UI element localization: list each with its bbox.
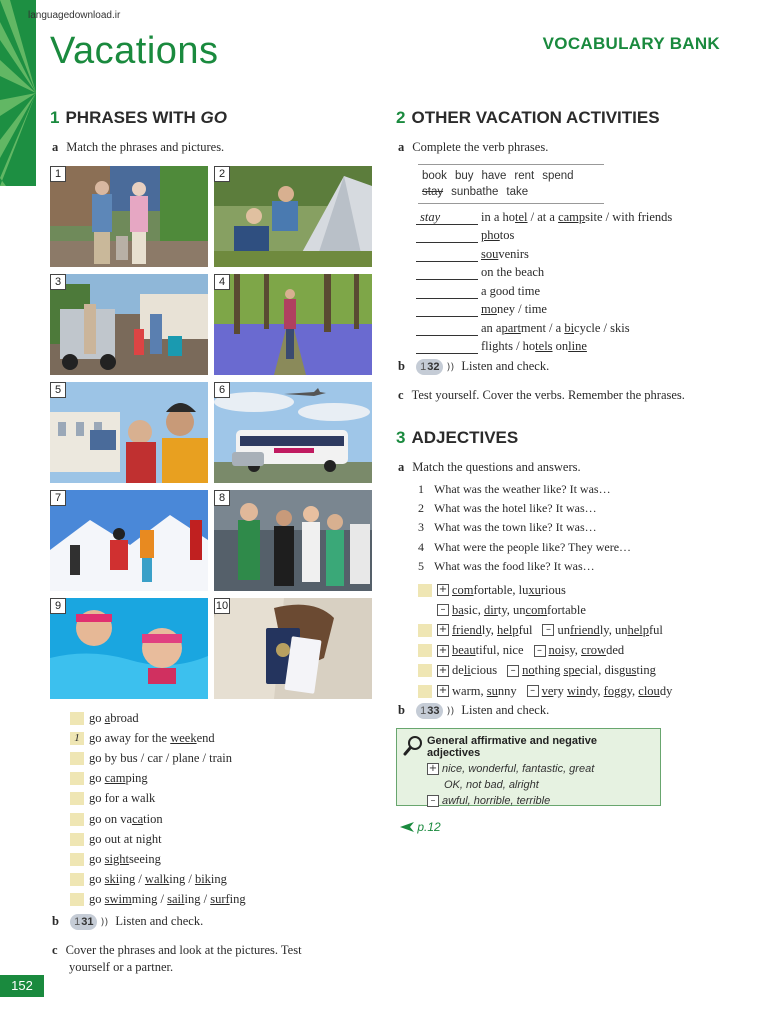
answer-box[interactable]	[70, 772, 84, 785]
page-reference-link[interactable]: p.12	[400, 820, 441, 834]
photo-1-couple-with-luggage: 1	[50, 166, 208, 267]
list-item: 5 What was the food like? It was…	[418, 558, 595, 573]
section-1-instruction-c: c Cover the phrases and look at the pictures. Test yourself or a partner.	[52, 943, 302, 974]
list-item: + warm, sunny – very windy, foggy, cloudy	[418, 681, 672, 701]
answer-box[interactable]	[70, 752, 84, 765]
minus-icon: –	[542, 624, 554, 636]
answer-blank[interactable]	[416, 266, 478, 280]
section-1-heading: 1 PHRASES WITH GO	[50, 108, 227, 127]
photo-9-swimming: 9	[50, 598, 208, 699]
page-number: 152	[0, 975, 44, 997]
audio-track-button[interactable]: 132 ))	[416, 359, 458, 375]
list-item: + comfortable, luxurious	[418, 580, 672, 600]
page-title: Vacations	[50, 30, 219, 72]
magnifier-icon	[403, 735, 423, 757]
list-item: + beautiful, nice – noisy, crowded	[418, 641, 672, 661]
photo-5-sightseeing-tourists: 5	[50, 382, 208, 483]
answer-blank[interactable]	[416, 340, 478, 354]
minus-icon: –	[534, 645, 546, 657]
list-item: + friendly, helpful – unfriendly, unhelpful	[418, 620, 672, 640]
adjectives-info-box: General affirmative and negative adjectives + nice, wonderful, fantastic, great OK, not bad, alright – awful, horrible, terrible	[396, 728, 661, 806]
list-item: go a broad	[70, 708, 330, 728]
verb-word-box: book buy have rent spend stay sunbathe take	[418, 164, 604, 204]
adjective-answer-list	[418, 580, 672, 701]
section-1-instruction-b: b 131 )) Listen and check.	[52, 914, 204, 928]
list-item: go for a walk	[70, 789, 330, 809]
minus-icon: –	[427, 795, 439, 807]
photo-3-car-trunk: 3	[50, 274, 208, 375]
photo-10-passport: 10	[214, 598, 372, 699]
answer-box[interactable]	[70, 833, 84, 846]
answer-box[interactable]	[70, 873, 84, 886]
plus-icon: +	[438, 584, 448, 596]
photo-8-night-out: 8	[214, 490, 372, 591]
list-item: go out at night	[70, 829, 330, 849]
list-item: a good time	[416, 280, 736, 299]
list-item: on the beach	[416, 262, 736, 281]
plus-icon: +	[428, 763, 438, 774]
adjective-question-list	[418, 482, 631, 578]
arrow-left-icon	[400, 822, 414, 832]
plus-icon: +	[438, 685, 448, 697]
vocabulary-bank-title: VOCABULARY BANK	[542, 34, 720, 53]
list-item: mo ney / time	[416, 299, 736, 318]
answer-blank[interactable]	[416, 303, 478, 317]
sound-wave-icon: ))	[100, 916, 109, 928]
section-3-heading: 3 ADJECTIVES	[396, 428, 519, 447]
answer-box[interactable]	[418, 685, 432, 698]
plus-icon: +	[438, 664, 448, 676]
answer-box[interactable]	[70, 813, 84, 826]
section-3-instruction-b: b 133 )) Listen and check.	[398, 703, 550, 717]
answer-box[interactable]: 1	[70, 732, 84, 745]
info-box-heading: General affirmative and negative adjectives	[427, 735, 597, 759]
list-item: pho tos	[416, 225, 736, 244]
minus-icon: –	[507, 665, 519, 677]
plus-icon: +	[438, 644, 448, 656]
section-2-instruction-b: b 132 )) Listen and check.	[398, 359, 550, 373]
photo-2-camping-tent: 2	[214, 166, 372, 267]
list-item: 3 What was the town like? It was…	[418, 520, 597, 535]
answer-box[interactable]	[418, 644, 432, 657]
audio-track-button[interactable]: 131 ))	[70, 914, 112, 930]
section-2-heading: 2 OTHER VACATION ACTIVITIES	[396, 108, 660, 127]
answer-blank[interactable]	[416, 229, 478, 243]
list-item: 4 What were the people like? They were…	[418, 539, 632, 554]
answer-box[interactable]	[418, 584, 432, 597]
list-item: go sight seeing	[70, 849, 330, 869]
list-item: an apartment / a bicycle / skis	[416, 317, 736, 336]
answer-box[interactable]	[418, 664, 432, 677]
go-phrase-list	[70, 708, 330, 910]
verb-phrase-list	[416, 206, 736, 354]
list-item: go by bus / car / plane / train	[70, 748, 330, 768]
answer-box[interactable]	[70, 893, 84, 906]
list-item: + delicious – nothing special, disgusting	[418, 661, 672, 681]
photo-7-skiing: 7	[50, 490, 208, 591]
sound-wave-icon: ))	[446, 705, 455, 717]
list-item: 1 What was the weather like? It was…	[418, 482, 611, 496]
list-item: go on va ca tion	[70, 809, 330, 829]
answer-blank[interactable]	[416, 285, 478, 299]
minus-icon: –	[527, 685, 539, 697]
list-item: 2 What was the hotel like? It was…	[418, 501, 597, 516]
answer-box[interactable]	[70, 712, 84, 725]
section-3-instruction-a: a Match the questions and answers.	[398, 460, 581, 474]
answer-box[interactable]	[70, 853, 84, 866]
audio-track-button[interactable]: 133 ))	[416, 703, 458, 719]
plus-icon: +	[438, 624, 448, 636]
photo-4-walk-in-bluebell-forest: 4	[214, 274, 372, 375]
list-item: sou venirs	[416, 243, 736, 262]
answer-box[interactable]	[418, 624, 432, 637]
watermark: languagedownload.ir	[28, 10, 121, 21]
list-item: – basic, dirty, uncomfortable	[418, 600, 672, 620]
answer-blank[interactable]	[416, 248, 478, 262]
answer-blank[interactable]: stay	[416, 211, 478, 225]
section-1-instruction-a: a Match the phrases and pictures.	[52, 140, 225, 154]
sunburst-decoration	[0, 0, 36, 186]
list-item: go swim ming / sail ing / surf ing	[70, 890, 330, 910]
minus-icon: –	[437, 604, 449, 616]
section-2-instruction-a: a Complete the verb phrases.	[398, 140, 549, 154]
answer-box[interactable]	[70, 792, 84, 805]
list-item: 1 go away for the week end	[70, 728, 330, 748]
photo-6-bus-and-plane: 6	[214, 382, 372, 483]
answer-blank[interactable]	[416, 322, 478, 336]
list-item: stay in a hotel / at a campsite / with friends	[416, 206, 736, 225]
list-item: go ski ing / walk ing / bik ing	[70, 870, 330, 890]
section-2-instruction-c: c Test yourself. Cover the verbs. Remember the phrases.	[398, 388, 685, 402]
list-item: flights / hotels online	[416, 336, 736, 355]
list-item: go cam ping	[70, 769, 330, 789]
answer-box	[418, 604, 432, 617]
sound-wave-icon: ))	[446, 361, 455, 373]
